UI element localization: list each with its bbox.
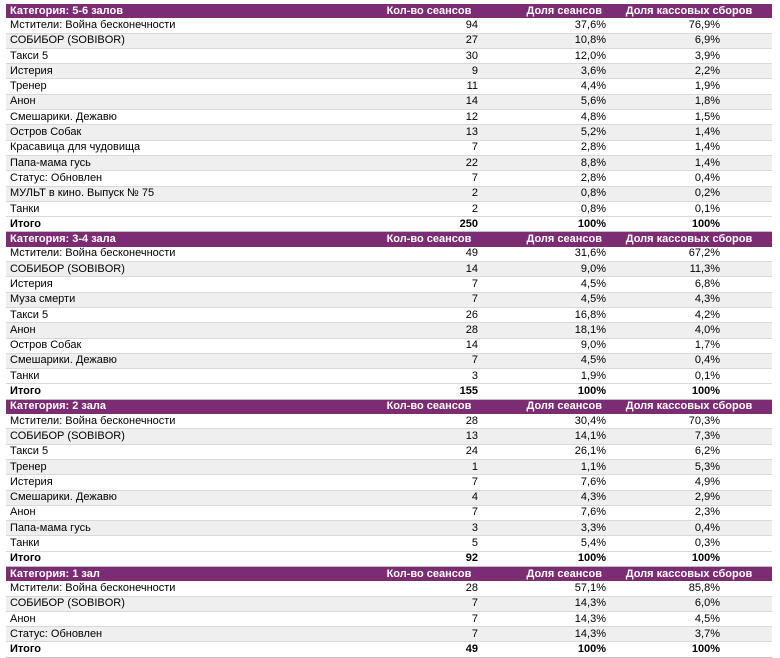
total-session-share: 100% xyxy=(486,217,606,232)
table-row xyxy=(6,444,772,459)
total-session-share: 100% xyxy=(486,551,606,566)
table-row xyxy=(6,277,772,292)
table-row xyxy=(6,155,772,170)
table-row xyxy=(6,307,772,322)
sessions-count: 13 xyxy=(372,429,486,444)
total-label: Итого xyxy=(6,217,372,232)
sessions-count: 28 xyxy=(372,581,486,596)
column-header-session-share: Доля сеансов xyxy=(486,566,606,581)
boxoffice-share: 0,4% xyxy=(606,353,772,368)
total-session-share: 100% xyxy=(486,642,606,657)
total-row xyxy=(6,217,772,232)
boxoffice-share: 4,0% xyxy=(606,323,772,338)
total-label: Итого xyxy=(6,384,372,399)
table-row xyxy=(6,475,772,490)
boxoffice-share: 0,3% xyxy=(606,536,772,551)
boxoffice-share: 4,5% xyxy=(606,611,772,626)
boxoffice-share: 70,3% xyxy=(606,414,772,429)
boxoffice-share: 85,8% xyxy=(606,581,772,596)
table-row xyxy=(6,490,772,505)
table-row xyxy=(6,262,772,277)
boxoffice-share: 6,0% xyxy=(606,596,772,611)
film-title: Истерия xyxy=(6,475,372,490)
table-row xyxy=(6,79,772,94)
film-title: Танки xyxy=(6,536,372,551)
session-share: 5,6% xyxy=(486,94,606,109)
boxoffice-share: 1,7% xyxy=(606,338,772,353)
table-row xyxy=(6,48,772,63)
total-boxoffice-share: 100% xyxy=(606,217,772,232)
session-share: 9,0% xyxy=(486,338,606,353)
sessions-count: 3 xyxy=(372,369,486,384)
film-title: Тренер xyxy=(6,79,372,94)
table-row xyxy=(6,171,772,186)
table-row xyxy=(6,338,772,353)
category-header-row xyxy=(6,232,772,247)
table-row xyxy=(6,292,772,307)
boxoffice-share: 4,2% xyxy=(606,307,772,322)
boxoffice-share: 1,8% xyxy=(606,94,772,109)
total-sessions: 250 xyxy=(372,217,486,232)
session-share: 4,5% xyxy=(486,353,606,368)
session-share: 10,8% xyxy=(486,33,606,48)
boxoffice-share: 0,4% xyxy=(606,171,772,186)
session-share: 4,8% xyxy=(486,110,606,125)
boxoffice-share: 1,4% xyxy=(606,155,772,170)
session-share: 4,5% xyxy=(486,292,606,307)
sessions-count: 5 xyxy=(372,536,486,551)
boxoffice-share: 7,3% xyxy=(606,429,772,444)
sessions-count: 2 xyxy=(372,186,486,201)
category-title: Категория: 1 зал xyxy=(6,566,372,581)
film-title: Смешарики. Дежавю xyxy=(6,490,372,505)
film-title: Остров Собак xyxy=(6,125,372,140)
session-share: 2,8% xyxy=(486,171,606,186)
sessions-count: 7 xyxy=(372,140,486,155)
session-share: 5,4% xyxy=(486,536,606,551)
total-row xyxy=(6,384,772,399)
sessions-count: 30 xyxy=(372,48,486,63)
film-title: Мстители: Война бесконечности xyxy=(6,247,372,262)
sessions-count: 2 xyxy=(372,201,486,216)
column-header-boxoffice-share: Доля кассовых сборов xyxy=(606,232,772,247)
total-sessions: 49 xyxy=(372,642,486,657)
session-share: 12,0% xyxy=(486,48,606,63)
session-share: 1,1% xyxy=(486,459,606,474)
report-body xyxy=(6,4,772,657)
table-row xyxy=(6,18,772,33)
boxoffice-share: 0,1% xyxy=(606,369,772,384)
film-title: Муза смерти xyxy=(6,292,372,307)
sessions-count: 7 xyxy=(372,292,486,307)
category-title: Категория: 2 зала xyxy=(6,399,372,414)
session-share: 16,8% xyxy=(486,307,606,322)
sessions-count: 94 xyxy=(372,18,486,33)
film-title: Анон xyxy=(6,505,372,520)
table-row xyxy=(6,247,772,262)
session-share: 4,5% xyxy=(486,277,606,292)
session-share: 4,4% xyxy=(486,79,606,94)
session-share: 3,6% xyxy=(486,64,606,79)
sessions-count: 7 xyxy=(372,596,486,611)
column-header-sessions: Кол-во сеансов xyxy=(372,232,486,247)
boxoffice-share: 3,7% xyxy=(606,627,772,642)
boxoffice-share: 11,3% xyxy=(606,262,772,277)
total-sessions: 155 xyxy=(372,384,486,399)
sessions-count: 7 xyxy=(372,353,486,368)
film-title: Танки xyxy=(6,369,372,384)
session-share: 37,6% xyxy=(486,18,606,33)
column-header-sessions: Кол-во сеансов xyxy=(372,566,486,581)
table-row xyxy=(6,140,772,155)
sessions-count: 28 xyxy=(372,323,486,338)
boxoffice-share: 1,4% xyxy=(606,140,772,155)
film-title: Остров Собак xyxy=(6,338,372,353)
table-row xyxy=(6,186,772,201)
session-share: 2,8% xyxy=(486,140,606,155)
film-title: СОБИБОР (SOBIBOR) xyxy=(6,33,372,48)
session-share: 1,9% xyxy=(486,369,606,384)
film-title: Такси 5 xyxy=(6,48,372,63)
session-share: 9,0% xyxy=(486,262,606,277)
total-label: Итого xyxy=(6,642,372,657)
boxoffice-share: 2,2% xyxy=(606,64,772,79)
table-row xyxy=(6,596,772,611)
sessions-count: 1 xyxy=(372,459,486,474)
boxoffice-share: 1,9% xyxy=(606,79,772,94)
sessions-count: 28 xyxy=(372,414,486,429)
boxoffice-share: 6,2% xyxy=(606,444,772,459)
table-row xyxy=(6,414,772,429)
boxoffice-share: 5,3% xyxy=(606,459,772,474)
film-title: СОБИБОР (SOBIBOR) xyxy=(6,429,372,444)
film-title: Статус: Обновлен xyxy=(6,171,372,186)
session-share: 5,2% xyxy=(486,125,606,140)
session-share: 7,6% xyxy=(486,475,606,490)
category-header-row xyxy=(6,566,772,581)
sessions-count: 4 xyxy=(372,490,486,505)
film-title: Мстители: Война бесконечности xyxy=(6,18,372,33)
film-title: Анон xyxy=(6,94,372,109)
session-share: 14,1% xyxy=(486,429,606,444)
film-title: Смешарики. Дежавю xyxy=(6,353,372,368)
column-header-sessions: Кол-во сеансов xyxy=(372,4,486,18)
boxoffice-share: 4,3% xyxy=(606,292,772,307)
table-row xyxy=(6,429,772,444)
category-header-row xyxy=(6,4,772,18)
session-share: 30,4% xyxy=(486,414,606,429)
column-header-boxoffice-share: Доля кассовых сборов xyxy=(606,399,772,414)
total-boxoffice-share: 100% xyxy=(606,642,772,657)
table-row xyxy=(6,611,772,626)
boxoffice-share: 2,3% xyxy=(606,505,772,520)
boxoffice-share: 1,4% xyxy=(606,125,772,140)
sessions-count: 22 xyxy=(372,155,486,170)
sessions-count: 9 xyxy=(372,64,486,79)
table-row xyxy=(6,94,772,109)
total-boxoffice-share: 100% xyxy=(606,551,772,566)
table-row xyxy=(6,369,772,384)
total-label: Итого xyxy=(6,551,372,566)
table-row xyxy=(6,110,772,125)
boxoffice-share: 4,9% xyxy=(606,475,772,490)
sessions-count: 49 xyxy=(372,247,486,262)
film-title: Такси 5 xyxy=(6,444,372,459)
sessions-count: 7 xyxy=(372,475,486,490)
film-title: Статус: Обновлен xyxy=(6,627,372,642)
film-title: Мстители: Война бесконечности xyxy=(6,414,372,429)
boxoffice-share: 0,1% xyxy=(606,201,772,216)
sessions-count: 7 xyxy=(372,171,486,186)
sessions-count: 3 xyxy=(372,521,486,536)
table-row xyxy=(6,33,772,48)
session-share: 18,1% xyxy=(486,323,606,338)
category-title: Категория: 3-4 зала xyxy=(6,232,372,247)
session-share: 4,3% xyxy=(486,490,606,505)
sessions-count: 14 xyxy=(372,94,486,109)
session-share: 14,3% xyxy=(486,596,606,611)
column-header-session-share: Доля сеансов xyxy=(486,4,606,18)
table-row xyxy=(6,459,772,474)
film-title: Папа-мама гусь xyxy=(6,521,372,536)
session-share: 14,3% xyxy=(486,627,606,642)
table-row xyxy=(6,536,772,551)
sessions-count: 7 xyxy=(372,505,486,520)
film-title: Тренер xyxy=(6,459,372,474)
film-title: Истерия xyxy=(6,64,372,79)
sessions-count: 7 xyxy=(372,611,486,626)
film-title: Мстители: Война бесконечности xyxy=(6,581,372,596)
total-session-share: 100% xyxy=(486,384,606,399)
column-header-session-share: Доля сеансов xyxy=(486,399,606,414)
total-sessions: 92 xyxy=(372,551,486,566)
table-row xyxy=(6,64,772,79)
boxoffice-share: 67,2% xyxy=(606,247,772,262)
film-title: МУЛЬТ в кино. Выпуск № 75 xyxy=(6,186,372,201)
film-title: СОБИБОР (SOBIBOR) xyxy=(6,596,372,611)
session-share: 14,3% xyxy=(486,611,606,626)
film-title: СОБИБОР (SOBIBOR) xyxy=(6,262,372,277)
sessions-count: 7 xyxy=(372,627,486,642)
session-share: 31,6% xyxy=(486,247,606,262)
film-title: Танки xyxy=(6,201,372,216)
session-share: 26,1% xyxy=(486,444,606,459)
sessions-count: 7 xyxy=(372,277,486,292)
table-row xyxy=(6,323,772,338)
film-title: Папа-мама гусь xyxy=(6,155,372,170)
film-title: Истерия xyxy=(6,277,372,292)
table-row xyxy=(6,521,772,536)
sessions-count: 26 xyxy=(372,307,486,322)
boxoffice-share: 3,9% xyxy=(606,48,772,63)
session-share: 3,3% xyxy=(486,521,606,536)
boxoffice-share: 0,4% xyxy=(606,521,772,536)
boxoffice-share: 1,5% xyxy=(606,110,772,125)
sessions-count: 14 xyxy=(372,338,486,353)
table-row xyxy=(6,353,772,368)
column-header-session-share: Доля сеансов xyxy=(486,232,606,247)
sessions-count: 12 xyxy=(372,110,486,125)
sessions-count: 14 xyxy=(372,262,486,277)
column-header-boxoffice-share: Доля кассовых сборов xyxy=(606,566,772,581)
total-row xyxy=(6,551,772,566)
column-header-boxoffice-share: Доля кассовых сборов xyxy=(606,4,772,18)
sessions-count: 24 xyxy=(372,444,486,459)
session-share: 0,8% xyxy=(486,201,606,216)
table-row xyxy=(6,581,772,596)
film-title: Такси 5 xyxy=(6,307,372,322)
boxoffice-share: 2,9% xyxy=(606,490,772,505)
film-title: Анон xyxy=(6,611,372,626)
boxoffice-share: 6,8% xyxy=(606,277,772,292)
table-row xyxy=(6,627,772,642)
boxoffice-share: 6,9% xyxy=(606,33,772,48)
sessions-count: 11 xyxy=(372,79,486,94)
session-share: 7,6% xyxy=(486,505,606,520)
film-title: Красавица для чудовища xyxy=(6,140,372,155)
table-row xyxy=(6,125,772,140)
sessions-count: 13 xyxy=(372,125,486,140)
session-share: 8,8% xyxy=(486,155,606,170)
category-header-row xyxy=(6,399,772,414)
total-boxoffice-share: 100% xyxy=(606,384,772,399)
session-share: 57,1% xyxy=(486,581,606,596)
session-share: 0,8% xyxy=(486,186,606,201)
boxoffice-report-table xyxy=(6,4,772,658)
column-header-sessions: Кол-во сеансов xyxy=(372,399,486,414)
total-row xyxy=(6,642,772,657)
boxoffice-share: 0,2% xyxy=(606,186,772,201)
table-row xyxy=(6,201,772,216)
boxoffice-share: 76,9% xyxy=(606,18,772,33)
sessions-count: 27 xyxy=(372,33,486,48)
table-row xyxy=(6,505,772,520)
film-title: Смешарики. Дежавю xyxy=(6,110,372,125)
film-title: Анон xyxy=(6,323,372,338)
category-title: Категория: 5-6 залов xyxy=(6,4,372,18)
